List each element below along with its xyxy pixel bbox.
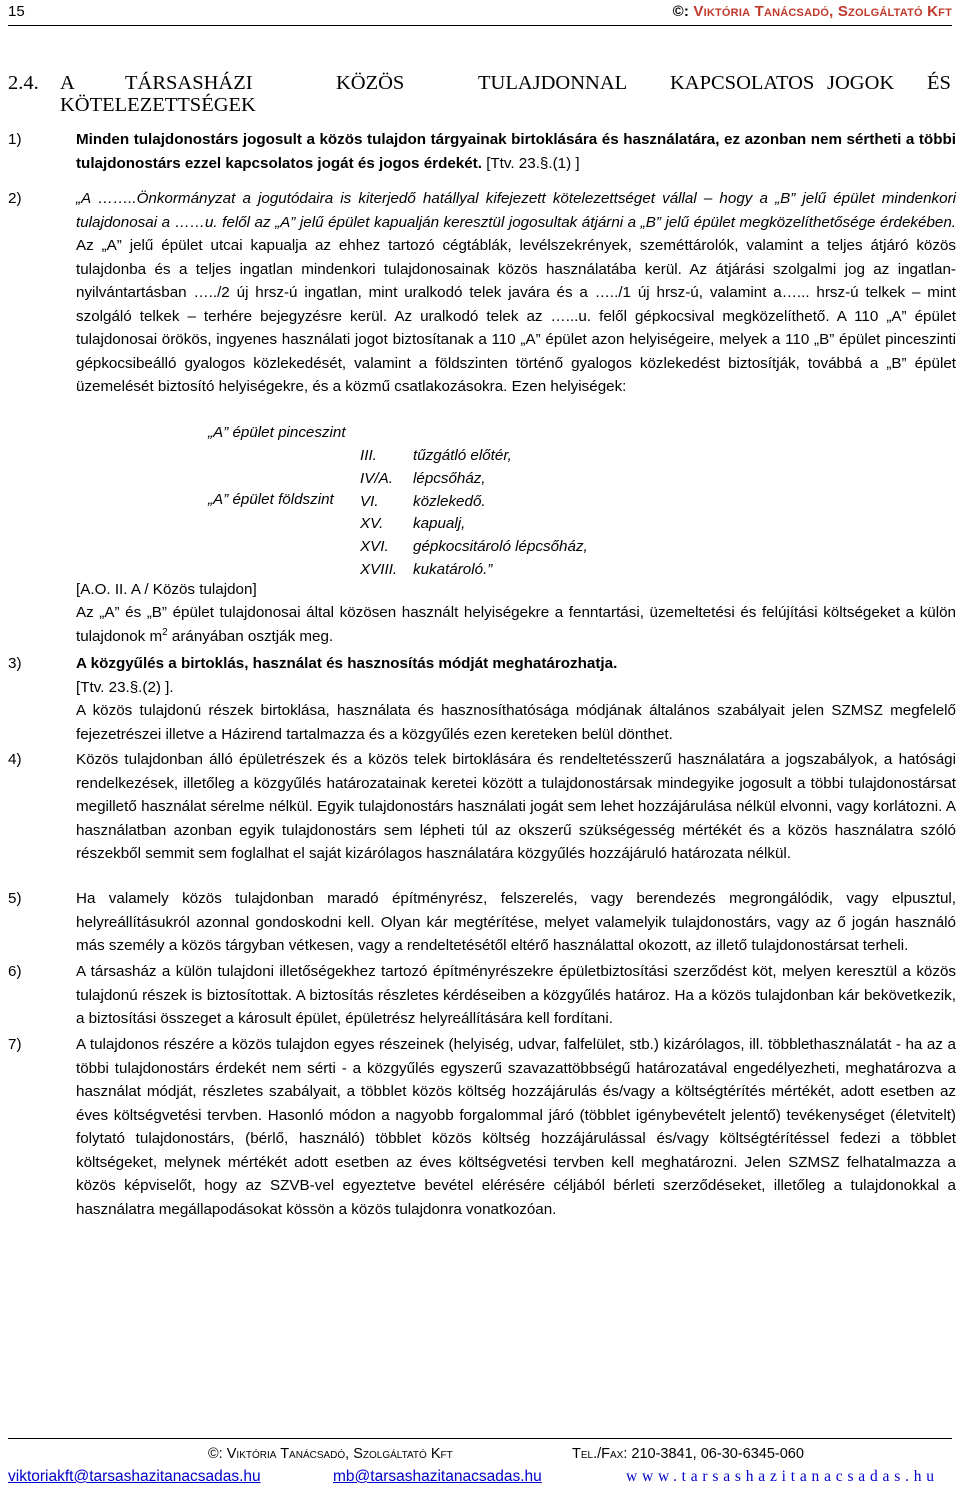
foldszint-label: „A” épület földszint	[208, 491, 334, 508]
paragraph-3	[8, 652, 956, 746]
paragraph-2-closing	[76, 601, 956, 648]
closing-text-end: arányában osztják meg.	[167, 627, 334, 645]
email-link[interactable]: viktoriakft@tarsashazitanacsadas.hu	[8, 1468, 261, 1485]
room-name: kukatároló.”	[413, 561, 493, 578]
paragraph-6	[8, 960, 956, 1031]
header-org-name: Viktória Tanácsadó, Szolgáltató Kft	[693, 3, 952, 20]
quoted-agreement: „A ……..Önkormányzat a jogutódaira is kiterjedő hatállyal kifejezett kötelezettséget vállal – hogy a „B” jelű épület mindenkori tulajdonosai a ……u. felől az „A” jelű épület kapualján keresztül jogosultak átjárni a „B” jelű épület megközelíthetősége érdekében.	[76, 190, 956, 231]
pince-room-list	[360, 444, 760, 516]
footer-org	[208, 1443, 453, 1467]
room-number: XVIII.	[360, 561, 398, 578]
superscript: 2	[162, 626, 168, 638]
room-name: tűzgátló előtér,	[413, 447, 512, 464]
paragraph-1	[8, 128, 956, 175]
website-link[interactable]: www.tarsashazitanacsadas.hu	[626, 1468, 939, 1485]
closing-text: Az „A” és „B” épület tulajdonosai által közösen használt helyiségekre a fenntartási, üzemeltetési és felújítási költségeket a külön tulajdonok m	[76, 604, 956, 645]
source-reference	[76, 578, 956, 602]
room-number: XV.	[360, 515, 384, 532]
paragraph-number: 7)	[8, 1036, 22, 1053]
footer-phone: Tel./Fax: 210-3841, 06-30-6345-060	[572, 1446, 804, 1462]
title-word: ÉS	[927, 72, 951, 94]
title-word: TULAJDONNAL	[478, 72, 628, 94]
room-name: közlekedő.	[413, 493, 486, 510]
copyright-mark: ©:	[672, 3, 694, 20]
paragraph-number: 2)	[8, 190, 22, 207]
paragraph-text: A társasház a külön tulajdoni illetőségekhez tartozó építményrészekre épületbiztosítási szerződést köt, melyen keresztül a közös tulajdonú részek is biztosítottak. A biztosítás részletes kérdéseiben a közgyűlés határoz. Ha a közös tulajdonban kár bekövetkezik, a biztosítási összeget a károsult épület, épületrész helyreállítására kell fordítani.	[76, 963, 956, 1027]
footer-email-2	[333, 1465, 542, 1489]
copyright-mark: ©:	[208, 1446, 227, 1462]
paragraph-7	[8, 1033, 956, 1221]
law-reference: [Ttv. 23.§.(1) ]	[481, 154, 580, 172]
section-number: 2.4.	[8, 72, 39, 94]
pince-label: „A” épület pinceszint	[208, 424, 346, 441]
paragraph-text: A közös tulajdonú részek birtoklása, használata és hasznosíthatósága módjának általános szabályait jelen SZMSZ megfelelő fejezetrészei illetve a Házirend tartalmazza és a közgyűlés ezen kereteken belül dönthet.	[76, 702, 956, 743]
paragraph-number: 1)	[8, 131, 22, 148]
room-number: III.	[360, 447, 377, 464]
source-text: [A.O. II. A / Közös tulajdon]	[76, 581, 257, 598]
paragraph-text: Közös tulajdonban álló épületrészek és a közös telek birtoklására és rendeltetésszerű használatára a jogszabályok, a hatósági rendelkezések, illetőleg a közgyűlés határozatainak keretei között a tulajdonostársak mindegyike jogosult a többi tulajdonostársat megillető használat sérelme nélkül. Egyik tulajdonostárs használati jogát sem lehet hozzájárulása nélkül elvonni, vagy korlátozni. A használatban azonban egyik tulajdonostárs sem lépheti túl az okszerű szükségesség mértékét és a közös használatra szóló részekből semmit sem foglalhat el saját kizárólagos használatára közgyűlés hozzájáruló határozata nélkül.	[76, 751, 956, 862]
paragraph-text: Az „A” jelű épület utcai kapualja az ehhez tartozó cégtáblák, levélszekrények, szeméttárolók, valamint a teljes átjáró közös tulajdonba és a teljes ingatlan mindenkori tulajdonosainak közös használatába kerül. Az átjárási szolgalmi jog az ingatlan-nyilvántartásban …../2 új hrsz-ú ingatlan, mint uralkodó telek javára és a …../1 új hrsz-ú, valamint a…... hrsz-ú telkek – mint szolgáló telkek – terhére bejegyzésre kerül. Az uralkodó telek az …...u. felől gépkocsival megközelíthető. A 110 „A” épület tulajdonosai örökös, ingyenes használati jogot biztosítanak a 110 „A” épület azon helyiségeire, melyek a 110 „B” épület pinceszinti gépkocsibeálló gyalogos közlekedését, valamint a földszinten történő gyalogos közlekedést biztosítják, továbbá a „B” épület üzemelését biztosító helyiségekre, és a közmű csatlakozásokra. Ezen helyiségek:	[76, 237, 956, 395]
email-link[interactable]: mb@tarsashazitanacsadas.hu	[333, 1468, 542, 1485]
title-word: KAPCSOLATOS	[670, 72, 815, 94]
room-name: lépcsőház,	[413, 470, 486, 487]
paragraph-text: A tulajdonos részére a közös tulajdon egyes részeinek (helyiség, udvar, falfelület, stb.) kizárólagos, ill. többlethasználatát - ha az a többi tulajdonostárs érdekét nem sérti - a közgyűlés egyszerű szavazattöbbségű határozatával engedélyezheti, meghatározva a használat módját, részletes szabályait, a többlet közös költség hozzájárulás és/vagy a költségtérítés mértékét, adott esetben az éves költségvetési tervben. Hasonló módon a nagyobb forgalommal járó (többlet igénybevételt jelentő) tevékenységet (életvitelt) folytató tulajdonostárs, (bérlő, használó) többlet közös költség hozzájárulással és/vagy költségtérítéssel fedezi a többlet költségeket, melynek mértékét adott esetben az éves költségvetési tervben kell meghatározni. Jelen SZMSZ felhatalmazza a közös képviselőt, hogy az SZVB-vel egyeztetve bevétel elérésére céljából bérleti szerződéseket, illetőleg a tulajdonokkal a használatra megállapodásokat kössön a közös tulajdonra vonatkozóan.	[76, 1036, 956, 1218]
page-header	[8, 0, 952, 26]
paragraph-bold-text: Minden tulajdonostárs jogosult a közös tulajdon tárgyainak birtoklására és használatára, ez azonban nem sértheti a többi tulajdonostárs ezzel kapcsolatos jogát és jogos érdekét.	[76, 131, 956, 172]
room-number: IV/A.	[360, 470, 393, 487]
title-word: A	[60, 72, 75, 94]
footer-org-name: Viktória Tanácsadó, Szolgáltató Kft	[226, 1446, 453, 1462]
paragraph-number: 4)	[8, 751, 22, 768]
footer-email-1	[8, 1465, 261, 1489]
law-reference: [Ttv. 23.§.(2) ].	[76, 678, 174, 696]
paragraph-number: 3)	[8, 655, 22, 672]
room-name: kapualj,	[413, 515, 466, 532]
footer-website	[626, 1465, 939, 1489]
title-word: JOGOK	[827, 72, 895, 94]
paragraph-bold-text: A közgyűlés a birtoklás, használat és hasznosítás módját meghatározhatja.	[76, 655, 618, 672]
room-name: gépkocsitároló lépcsőház,	[413, 538, 588, 555]
paragraph-5	[8, 887, 956, 958]
title-word: KÖZÖS	[336, 72, 405, 94]
room-number: VI.	[360, 493, 379, 510]
title-line-2: KÖTELEZETTSÉGEK	[60, 94, 256, 116]
paragraph-2	[8, 187, 956, 399]
foldszint-room-list	[360, 512, 760, 584]
paragraph-text: Ha valamely közös tulajdonban maradó építményrész, felszerelés, vagy berendezés megrongálódik, vagy elpusztul, helyreállításukról azonnal gondoskodni kell. Olyan kár megtérítése, melyet valamelyik tulajdonostárs, vagy az ő jogán használó más személy a közös tárgyban vétkesen, vagy a rendeltetésétől eltérő használattal okozott, az illető tulajdonostársat terheli.	[76, 890, 956, 954]
footer-divider	[8, 1438, 952, 1439]
paragraph-number: 6)	[8, 963, 22, 980]
paragraph-number: 5)	[8, 890, 22, 907]
page-number: 15	[8, 3, 25, 20]
room-number: XVI.	[360, 538, 389, 555]
header-divider	[8, 25, 952, 26]
header-org	[673, 0, 952, 24]
title-word: TÁRSASHÁZI	[125, 72, 253, 94]
paragraph-4	[8, 748, 956, 866]
